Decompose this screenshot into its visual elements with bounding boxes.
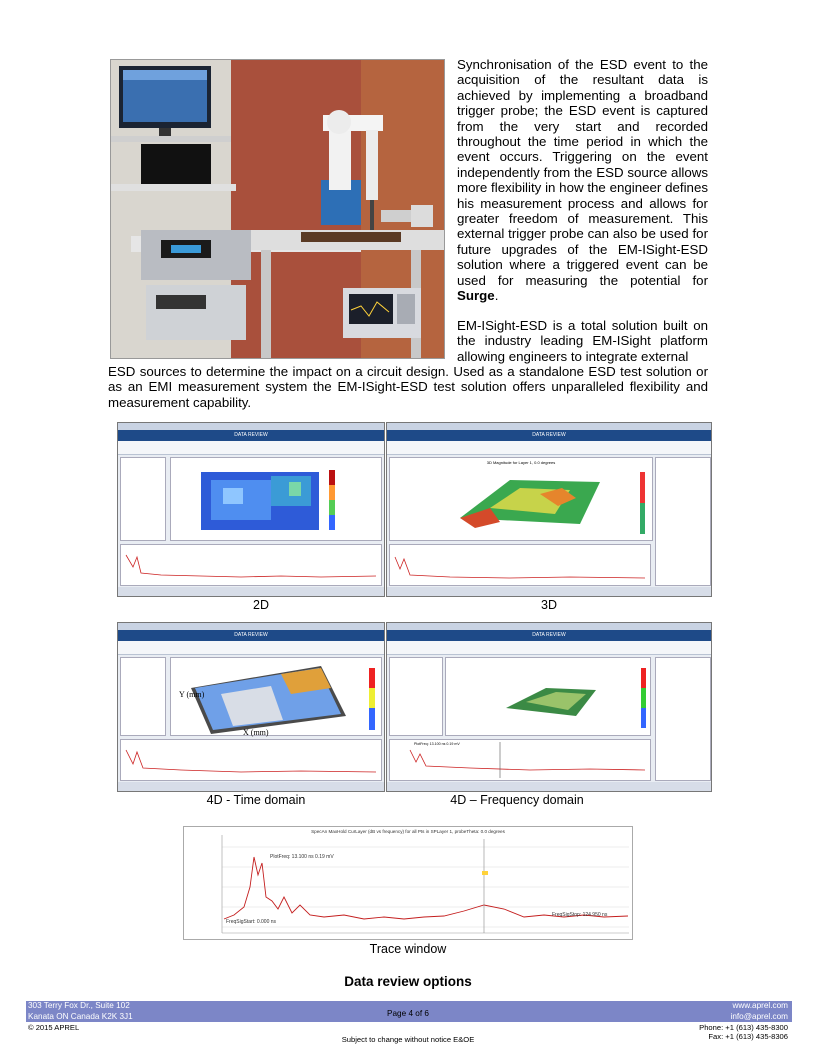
axis-x-label: X (mm)	[243, 728, 269, 737]
trace-window-screenshot	[183, 826, 633, 940]
paragraph-1-end: .	[494, 288, 499, 304]
screenshot-3d	[386, 422, 712, 597]
title-3d: 3D Magnitude for Layer 1, 0.0 degrees	[486, 460, 556, 465]
trace-label-4d: PlotFreq: 13.100 ns 0.19 mV	[414, 742, 460, 746]
caption-4d-time: 4D - Time domain	[206, 793, 306, 807]
footer-disclaimer: Subject to change without notice E&OE	[341, 1035, 475, 1044]
banner-4d-frequency: DATA REVIEW	[532, 632, 566, 638]
figure-title: Data review options	[344, 974, 472, 989]
footer-phone: Phone: +1 (613) 435-8300	[699, 1023, 788, 1032]
caption-4d-frequency: 4D – Frequency domain	[450, 793, 584, 807]
trace-window-title: SpecAn MaxHold CurLayer (dB vs frequency) for all Pts in SPLayer 1, probeTheta: 0.0 degrees	[311, 829, 505, 834]
footer-address-line1: 303 Terry Fox Dr., Suite 102	[28, 1001, 130, 1010]
trace-start-label: FreqSigStart: 0.000 ns	[226, 919, 277, 925]
screenshot-2d	[117, 422, 385, 597]
caption-trace-window: Trace window	[369, 942, 447, 956]
banner-4d-time: DATA REVIEW	[234, 632, 268, 638]
caption-2d: 2D	[253, 598, 269, 612]
axis-y-label: Y (mm)	[179, 690, 205, 699]
footer-website-link[interactable]: www.aprel.com	[732, 1001, 788, 1010]
footer-fax: Fax: +1 (613) 435-8306	[708, 1032, 788, 1041]
trace-stop-label: FreqSigStop: 124.950 ns	[552, 912, 608, 918]
lab-photo	[110, 59, 445, 359]
banner-2d: DATA REVIEW	[234, 432, 268, 438]
paragraph-synchronisation	[457, 57, 708, 304]
page-number: Page 4 of 6	[387, 1009, 429, 1018]
surge-term: Surge	[457, 288, 495, 304]
banner-3d: DATA REVIEW	[532, 432, 566, 438]
paragraph-total-solution-start: EM-ISight-ESD is a total solution built on the industry leading EM-ISight platform allowing engineers to integrate external	[457, 318, 708, 364]
caption-3d: 3D	[541, 598, 557, 612]
screenshot-4d-frequency	[386, 622, 712, 792]
footer-email-link[interactable]: info@aprel.com	[730, 1012, 788, 1021]
footer-address-line2: Kanata ON Canada K2K 3J1	[28, 1012, 133, 1021]
paragraph-total-solution-rest: ESD sources to determine the impact on a circuit design. Used as a standalone ESD test solution or as an EMI measurement system the EM-ISight-ESD test solution offers unparalleled flexibility and measurement capability.	[108, 364, 708, 410]
paragraph-1-text: Synchronisation of the ESD event to the acquisition of the resultant data is achieved by implementing a broadband trigger probe; the ESD event is captured from the very start and recorded throughout the time period in which the event occurs. Triggering on the event independently from the ESD source allows more flexibility in how the engineer defines his measurement process and allows for greater freedom of measurement. This external trigger probe can also be used for future upgrades of the EM-ISight-ESD solution where a triggered event can be used for measuring the potential for	[457, 57, 708, 288]
screenshot-4d-time	[117, 622, 385, 792]
trace-peak-label: PlotFreq: 13.100 ns 0.19 mV	[270, 854, 334, 860]
footer-copyright: © 2015 APREL	[28, 1023, 80, 1032]
